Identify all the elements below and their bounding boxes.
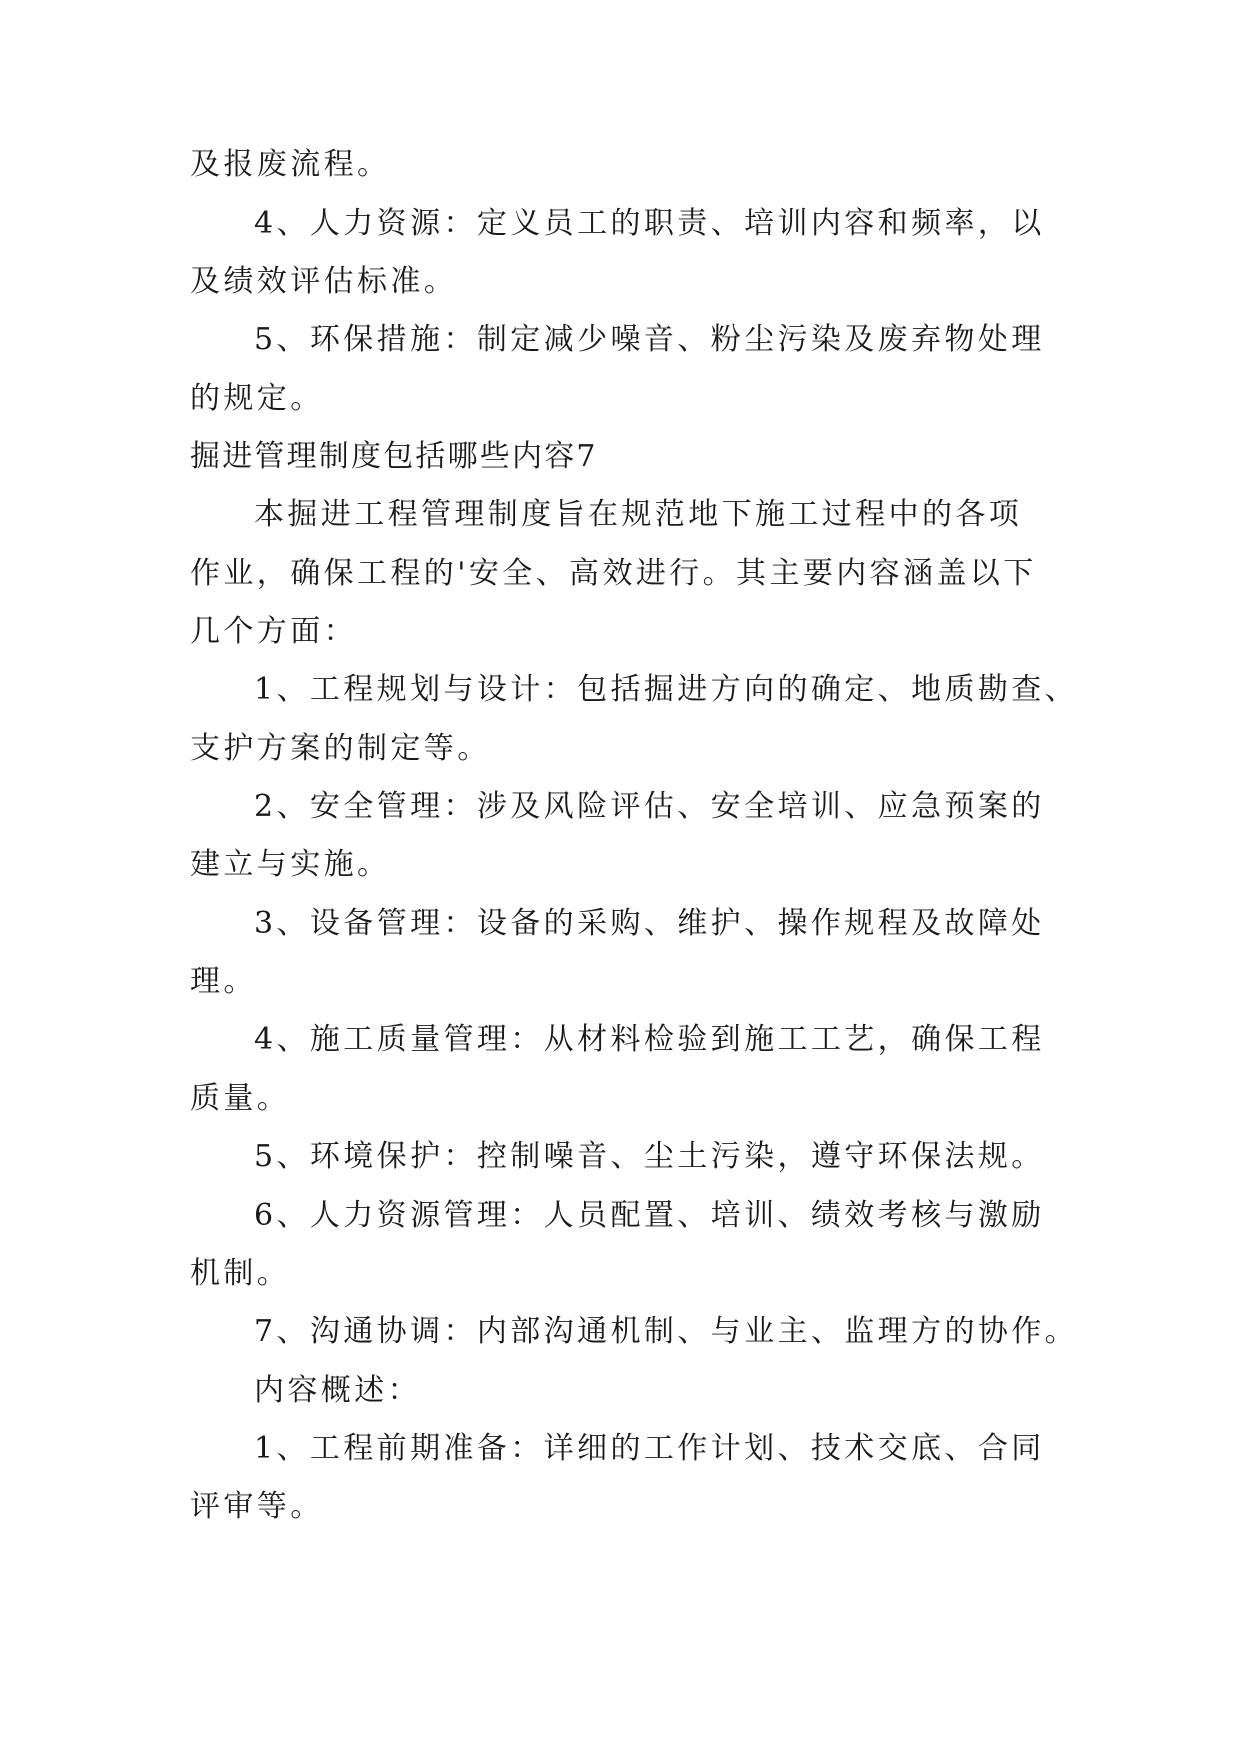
paragraph-line: 机制。	[190, 1256, 291, 1291]
paragraph-line: 4、人力资源：定义员工的职责、培训内容和频率，以	[254, 206, 1045, 241]
paragraph-line: 4、施工质量管理：从材料检验到施工工艺，确保工程	[254, 1022, 1045, 1057]
paragraph-line: 3、设备管理：设备的采购、维护、操作规程及故障处	[254, 906, 1045, 941]
paragraph-line: 2、安全管理：涉及风险评估、安全培训、应急预案的	[254, 789, 1045, 824]
paragraph-line: 作业，确保工程的'安全、高效进行。其主要内容涵盖以下	[190, 556, 1037, 591]
paragraph-line: 本掘进工程管理制度旨在规范地下施工过程中的各项	[254, 497, 1023, 532]
paragraph-line: 理。	[190, 964, 257, 999]
paragraph-line: 及绩效评估标准。	[190, 264, 458, 299]
paragraph-line: 支护方案的制定等。	[190, 731, 491, 766]
paragraph-line: 质量。	[190, 1081, 291, 1116]
paragraph-line: 1、工程前期准备：详细的工作计划、技术交底、合同	[254, 1431, 1045, 1466]
paragraph-line: 5、环保措施：制定减少噪音、粉尘污染及废弃物处理	[254, 322, 1045, 357]
paragraph-line: 的规定。	[190, 381, 324, 416]
paragraph-line: 建立与实施。	[190, 847, 391, 882]
paragraph-line: 1、工程规划与设计：包括掘进方向的确定、地质勘查、	[254, 672, 1079, 707]
paragraph-line: 几个方面：	[190, 614, 357, 649]
section-heading: 掘进管理制度包括哪些内容7	[190, 439, 598, 474]
paragraph-line: 6、人力资源管理：人员配置、培训、绩效考核与激励	[254, 1198, 1045, 1233]
paragraph-line: 7、沟通协调：内部沟通机制、与业主、监理方的协作。	[254, 1314, 1079, 1349]
paragraph-line: 内容概述：	[254, 1373, 421, 1408]
paragraph-line: 及报废流程。	[190, 147, 391, 182]
paragraph-line: 5、环境保护：控制噪音、尘土污染，遵守环保法规。	[254, 1139, 1045, 1174]
paragraph-line: 评审等。	[190, 1489, 324, 1524]
